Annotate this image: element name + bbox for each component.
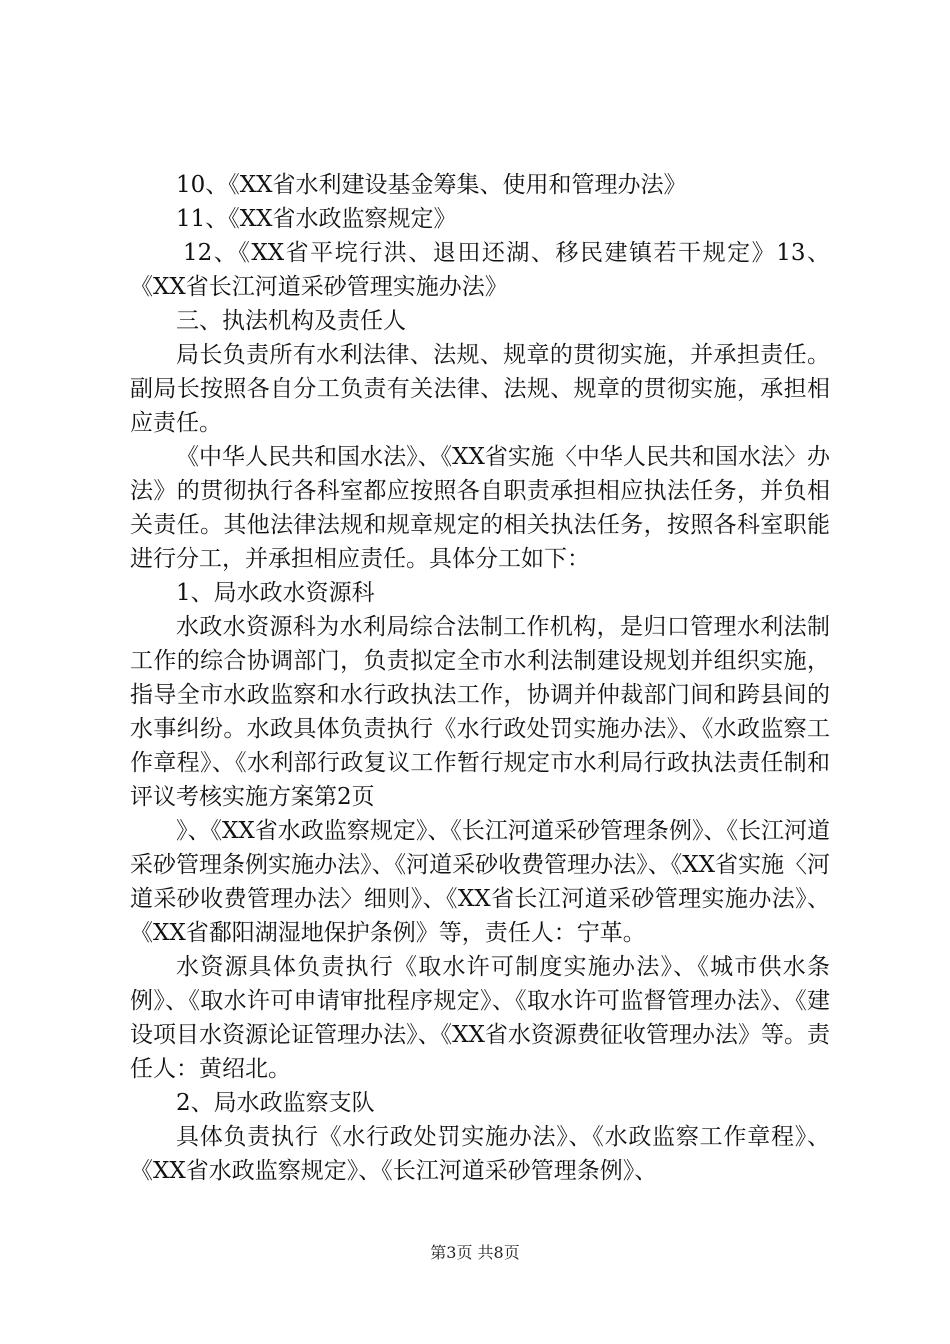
page-number-footer: 第3页 共8页 [430, 1243, 520, 1262]
paragraph-supervision-detachment: 具体负责执行《水行政处罚实施办法》、《水政监察工作章程》、《XX省水政监察规定》、《长江河道采砂管理条例》、 [130, 1124, 830, 1184]
paragraph-regulations-list: 》、《XX省水政监察规定》、《长江河道采砂管理条例》、《长江河道采砂管理条例实施办法》、《河道采砂收费管理办法》、《XX省实施〈河道采砂收费管理办法〉细则》、《XX省长江河道采砂管理实施办法》、《XX省鄱阳湖湿地保护条例》等，责任人：宁革。 [130, 818, 830, 946]
paragraph-water-resource-duty: 水资源具体负责执行《取水许可制度实施办法》、《城市供水条例》、《取水许可申请审批程序规定》、《取水许可监督管理办法》、《建设项目水资源论证管理办法》、《XX省水资源费征收管理办法》等。责任人：黄绍北。 [130, 954, 830, 1082]
paragraph-water-law: 《中华人民共和国水法》、《XX省实施〈中华人民共和国水法〉办法》的贯彻执行各科室都应按照各自职责承担相应执法任务，并负相关责任。其他法律法规和规章规定的相关执法任务，按照各科室职能进行分工，并承担相应责任。具体分工如下： [130, 444, 830, 572]
paragraph-item-12-13: 12、《XX省平垸行洪、退田还湖、移民建镇若干规定》13、《XX省长江河道采砂管理实施办法》 [130, 240, 830, 300]
document-body [130, 168, 830, 1188]
paragraph-item-10: 10、《XX省水利建设基金筹集、使用和管理办法》 [176, 172, 687, 198]
section-heading: 三、执法机构及责任人 [176, 308, 406, 334]
paragraph-director-duty: 局长负责所有水利法律、法规、规章的贯彻实施，并承担责任。副局长按照各自分工负责有关法律、法规、规章的贯彻实施，承担相应责任。 [130, 342, 830, 436]
subheading-supervision-detachment: 2、局水政监察支队 [176, 1090, 375, 1116]
paragraph-item-11: 11、《XX省水政监察规定》 [176, 206, 457, 232]
subheading-water-resources-section: 1、局水政水资源科 [176, 580, 375, 606]
paragraph-water-resources-section: 水政水资源科为水利局综合法制工作机构，是归口管理水利法制工作的综合协调部门，负责拟定全市水利法制建设规划并组织实施，指导全市水政监察和水行政执法工作，协调并仲裁部门间和跨县间的水事纠纷。水政具体负责执行《水行政处罚实施办法》、《水政监察工作章程》、《水利部行政复议工作暂行规定市水利局行政执法责任制和评议考核实施方案第2页 [130, 614, 830, 810]
